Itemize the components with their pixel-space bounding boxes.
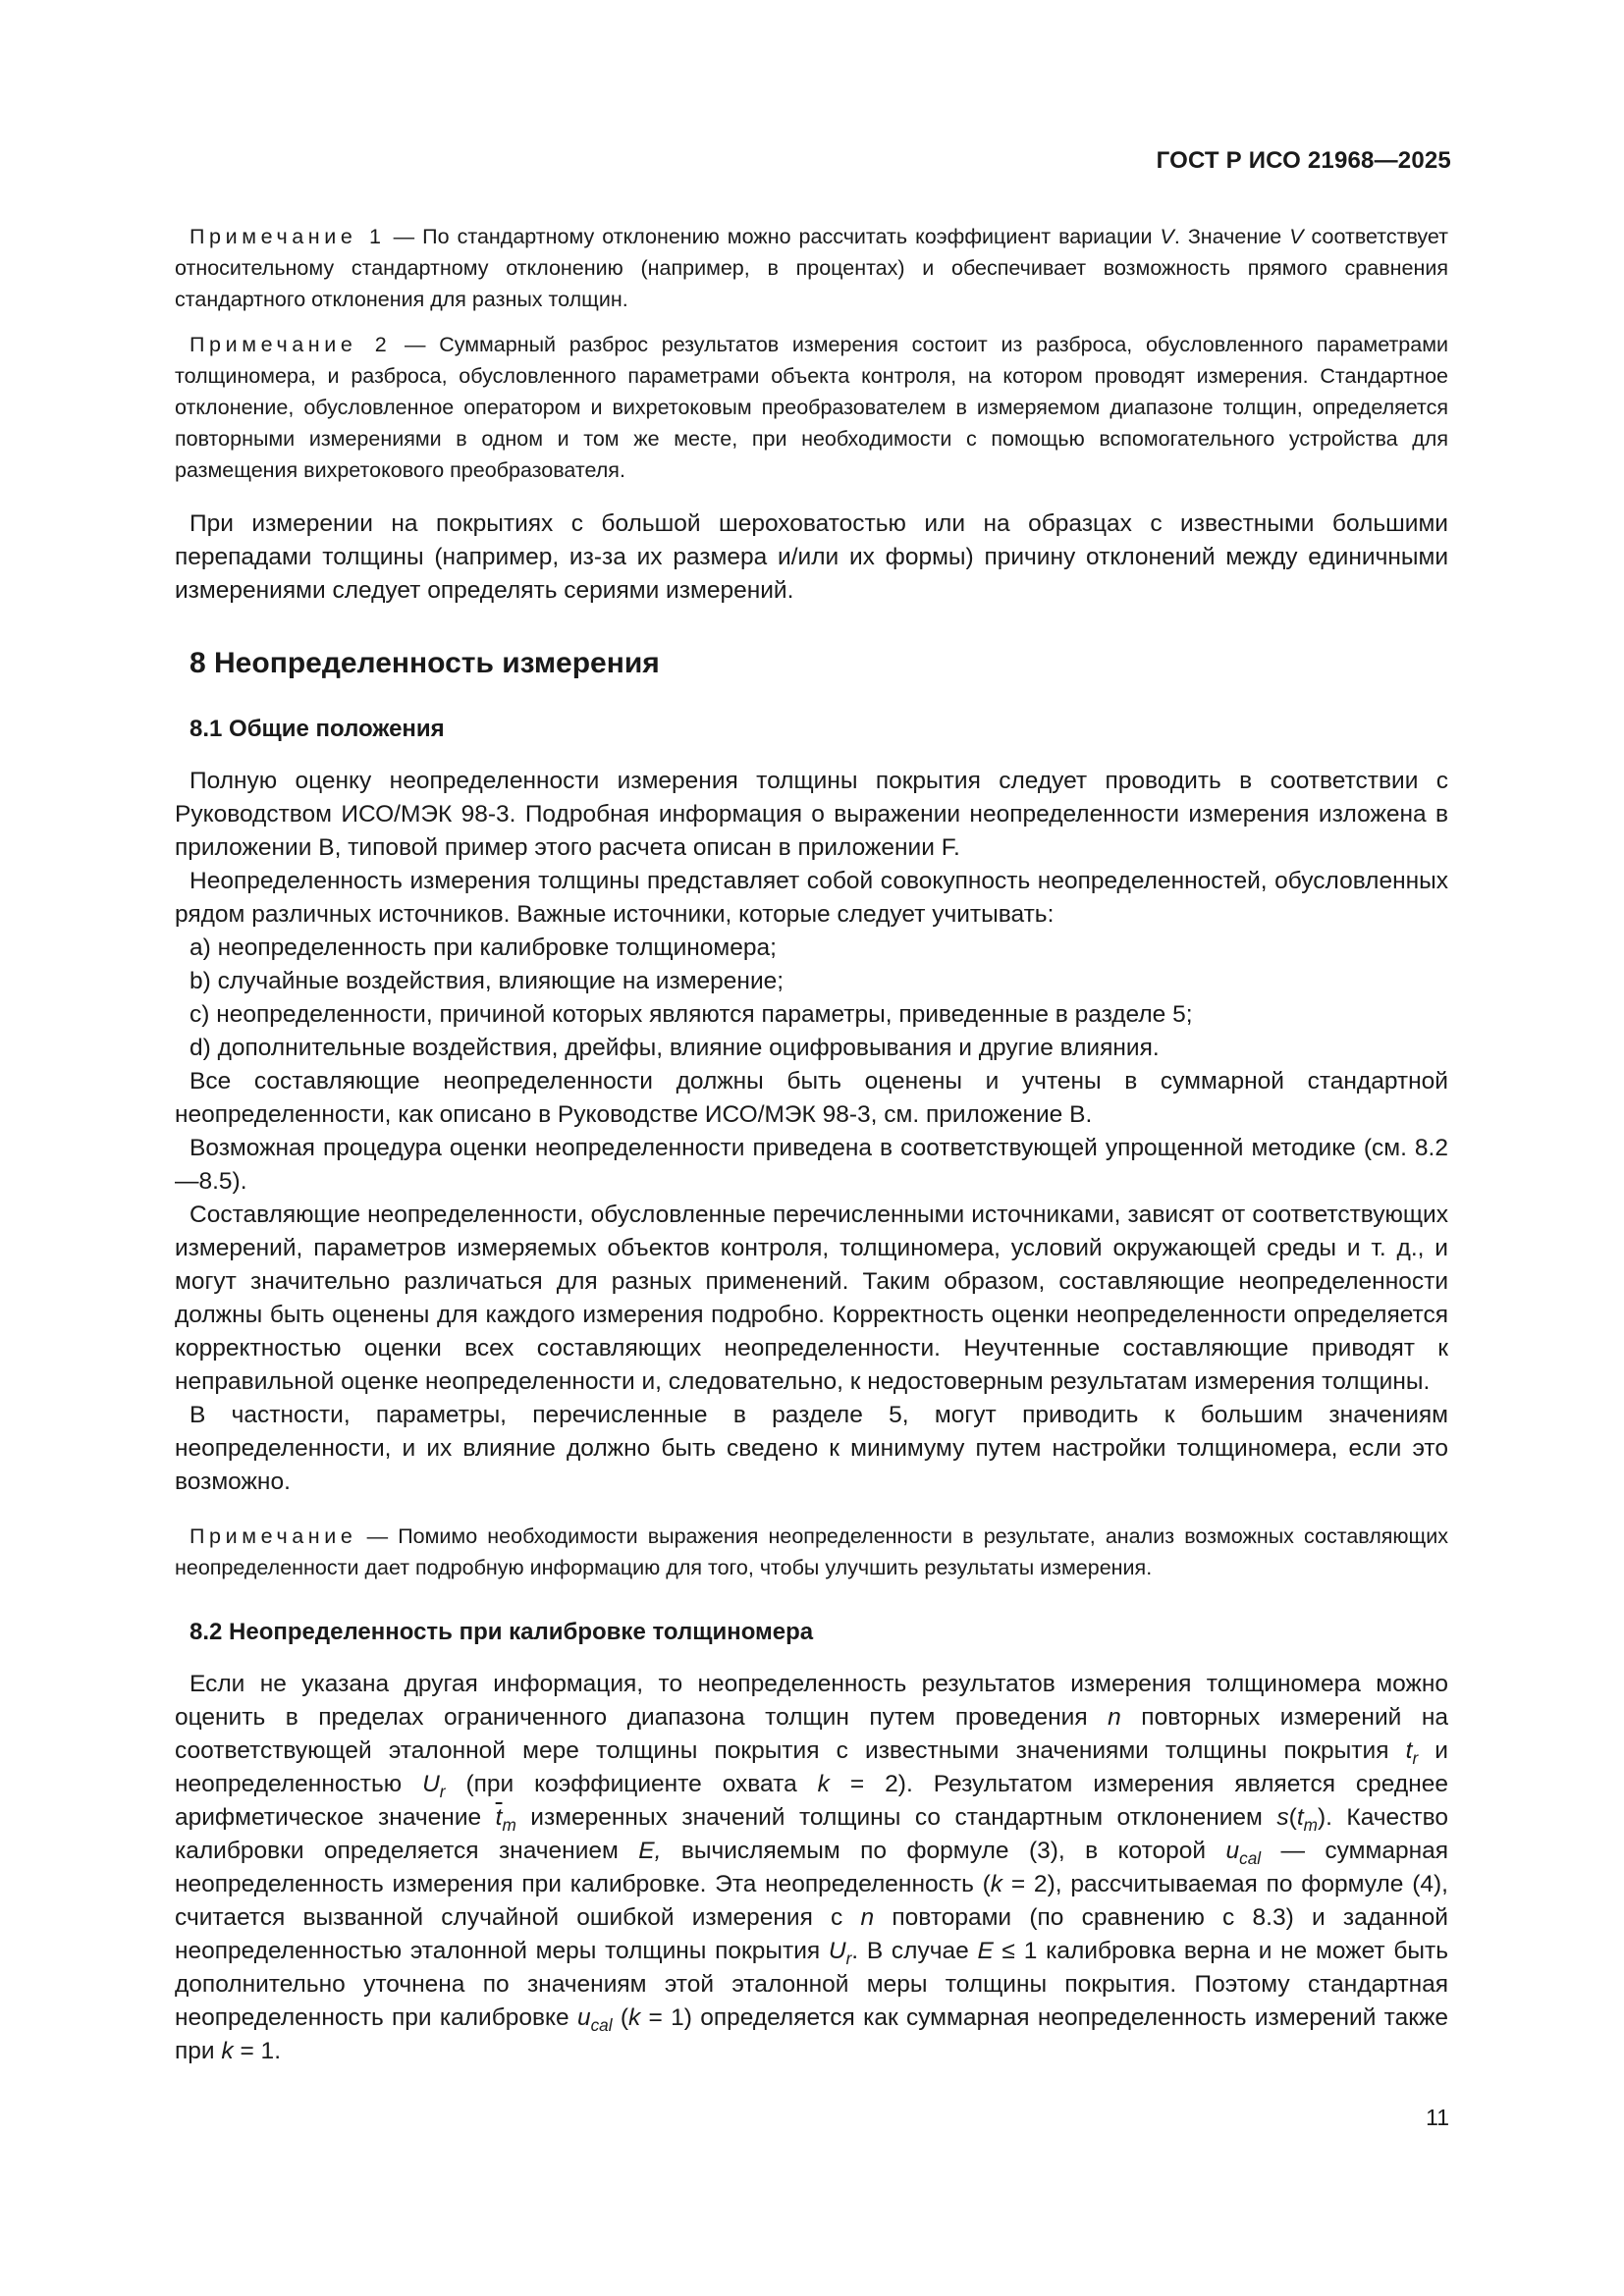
list-item: b) случайные воздействия, влияющие на измерение; [189, 968, 785, 994]
paragraph: Все составляющие неопределенности должны быть оценены и учтены в суммарной стандартной неопределенности, как описано в Руководстве ИСО/МЭК 98-3, см. приложение B. [175, 1068, 1448, 1128]
subsection-8-2-heading: 8.2 Неопределенность при калибровке толщиномера [189, 1619, 814, 1645]
list-item: a) неопределенность при калибровке толщиномера; [189, 934, 777, 961]
note-3: Примечание — Помимо необходимости выражения неопределенности в результате, анализ возможных составляющих неопределенности дает подробную информацию для того, чтобы улучшить результаты измерения. [175, 1524, 1448, 1579]
note-label: Примечание 1 [189, 225, 386, 248]
list-item: d) дополнительные воздействия, дрейфы, влияние оцифровывания и другие влияния. [189, 1035, 1160, 1061]
standard-header: ГОСТ Р ИСО 21968—2025 [1156, 147, 1451, 174]
page-number: 11 [1426, 2105, 1449, 2130]
intro-paragraph: При измерении на покрытиях с большой шероховатостью или на образцах с известными большими перепадами толщины (например, из-за их размера и/или их формы) причину отклонений между единичными измерениями следует определять сериями измерений. [175, 510, 1448, 604]
paragraph: Возможная процедура оценки неопределенности приведена в соответствующей упрощенной методике (см. 8.2—8.5). [175, 1135, 1448, 1195]
subsection-8-1-heading: 8.1 Общие положения [189, 716, 445, 742]
paragraph: Неопределенность измерения толщины представляет собой совокупность неопределенностей, обусловленных рядом различных источников. Важные источники, которые следует учитывать: [175, 868, 1448, 928]
note-label: Примечание [189, 1524, 357, 1548]
calibration-paragraph: Если не указана другая информация, то неопределенность результатов измерения толщиномера можно оценить в пределах ограниченного диапазона толщин путем проведения n повторных измерений на соответствующей эталонной мере толщины покрытия с известными значениями толщины покрытия $t_r$ и неопределенностью $U_r$ (при коэффициенте охвата k = 2). Результатом измерения является среднее арифметическое значение $\overline{t}_m$ измеренных значений толщины со стандартным отклонением $s(t_m)$. Качество калибровки определяется значением E, вычисляемым по формуле (3), в которой $u_{cal}$ — суммарная неопределенность измерения при калибровке. Эта неопределенность (k = 2), рассчитываемая по формуле (4), считается вызванной случайной ошибкой измерения с n повторами (по сравнению с 8.3) и заданной неопределенностью эталонной меры толщины покрытия $U_r$. В случае E ≤ 1 калибровка верна и не может быть дополнительно уточнена по значениям этой эталонной меры толщины покрытия. Поэтому стандартная неопределенность при калибровке $u_{cal}$ (k = 1) определяется как суммарная неопределенность измерений также при k = 1. [175, 1671, 1449, 2064]
note-1: Примечание 1 — По стандартному отклонению можно рассчитать коэффициент вариации V. Значение V соответствует относительному стандартному отклонению (например, в процентах) и обеспечивает возможность прямого сравнения стандартного отклонения для разных толщин. [175, 225, 1449, 311]
note-label: Примечание 2 [189, 333, 392, 356]
note-2: Примечание 2 — Суммарный разброс результатов измерения состоит из разброса, обусловленного параметрами толщиномера, и разброса, обусловленного параметрами объекта контроля, на котором проводят измерения. Стандартное отклонение, обусловленное оператором и вихретоковым преобразователем в измеряемом диапазоне толщин, определяется повторными измерениями в одном и том же месте, при необходимости с помощью вспомогательного устройства для размещения вихретокового преобразователя. [175, 333, 1448, 482]
paragraph: В частности, параметры, перечисленные в разделе 5, могут приводить к большим значениям неопределенности, и их влияние должно быть сведено к минимуму путем настройки толщиномера, если это возможно. [175, 1402, 1448, 1495]
page-content [175, 221, 1448, 2068]
paragraph: Составляющие неопределенности, обусловленные перечисленными источниками, зависят от соответствующих измерений, параметров измеряемых объектов контроля, толщиномера, условий окружающей среды и т. д., и могут значительно различаться для разных применений. Таким образом, составляющие неопределенности должны быть оценены для каждого измерения подробно. Корректность оценки неопределенности определяется корректностью оценки всех составляющих неопределенности. Неучтенные составляющие приводят к неправильной оценке неопределенности и, следовательно, к недостоверным результатам измерения толщины. [175, 1201, 1448, 1395]
section-8-heading: 8 Неопределенность измерения [189, 647, 660, 679]
list-item: c) неопределенности, причиной которых являются параметры, приведенные в разделе 5; [189, 1001, 1193, 1028]
paragraph: Полную оценку неопределенности измерения толщины покрытия следует проводить в соответствии с Руководством ИСО/МЭК 98-3. Подробная информация о выражении неопределенности измерения изложена в приложении B, типовой пример этого расчета описан в приложении F. [175, 768, 1448, 861]
